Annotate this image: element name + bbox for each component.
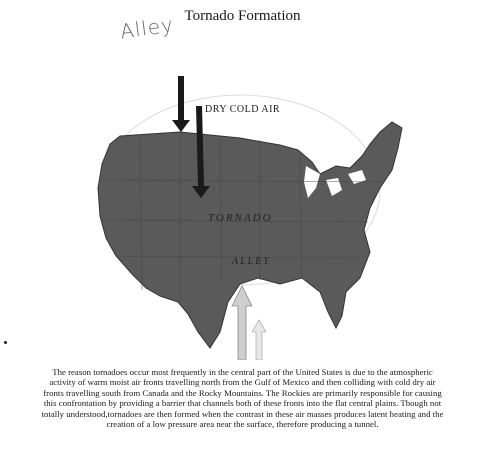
handwritten-note: Alley	[118, 12, 176, 44]
stray-mark	[4, 341, 7, 344]
explanation-paragraph: The reason tornadoes occur most frequently in the central part of the United States is due to the atmospheric activity of warm moist air fronts travelling north from the Gulf of Mexico and then colliding with cold dry air fronts travelling south from Canada and the Rocky Mountains. The Rockies are primarily responsible for causing this confrontation by providing a barrier that channels both of these fronts into the flat central plains. Though not totally understood,tornadoes are then formed when the contrast in these air masses produces latent heating and the creation of a low pressure area near the surface, therefore producing a tunnel.	[41, 367, 444, 430]
warm-moist-air-arrow-2	[252, 320, 266, 360]
us-silhouette	[98, 122, 402, 348]
page-title: Tornado Formation	[184, 8, 301, 24]
warm-moist-air-arrow	[232, 286, 252, 360]
alley-label: ALLEY	[232, 256, 271, 267]
tornado-label: TORNADO	[208, 212, 273, 224]
dry-cold-air-label: DRY COLD AIR	[205, 104, 281, 115]
dry-cold-air-arrow	[172, 76, 190, 132]
